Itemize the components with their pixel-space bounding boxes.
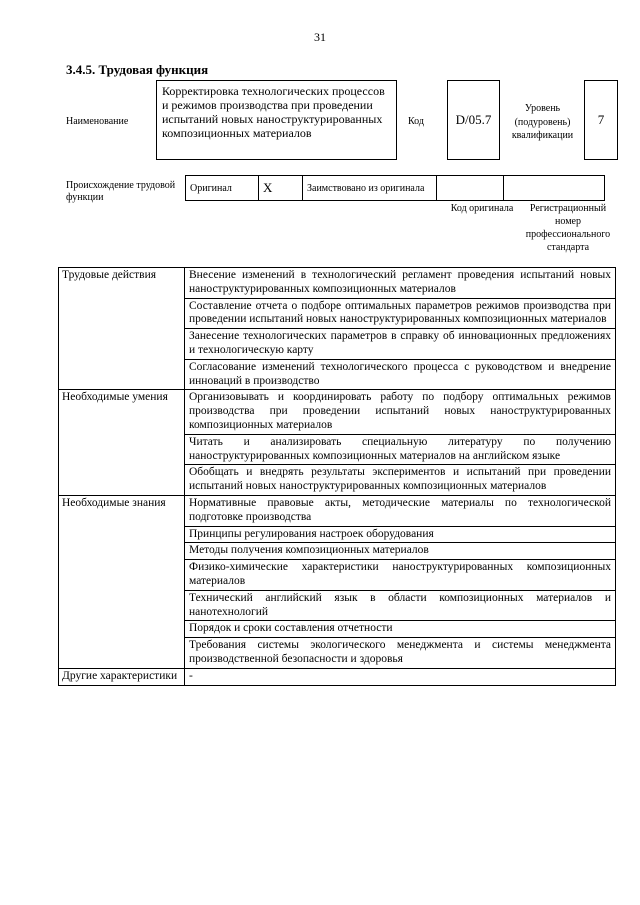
category-cell: Необходимые знания <box>59 495 185 668</box>
table-row <box>59 495 616 526</box>
table-row <box>59 390 616 434</box>
code-value-box: D/05.7 <box>447 80 500 160</box>
section-title: 3.4.5. Трудовая функция <box>66 62 209 77</box>
origin-label: Происхождение трудовой функции <box>66 180 176 203</box>
original-label: Оригинал <box>186 176 259 201</box>
item-cell: Составление отчета о подборе оптимальных параметров режимов производства при проведении испытаний новых наноструктурированных композиционных материалов <box>185 298 616 329</box>
level-label: Уровень (подуровень) квалификации <box>511 103 574 141</box>
item-cell: Обобщать и внедрять результаты экспериментов и испытаний при проведении испытаний новых наноструктурированных композиционных материалов <box>185 465 616 496</box>
name-label: Наименование <box>66 116 129 127</box>
item-cell: Принципы регулирования настроек оборудования <box>185 526 616 543</box>
item-cell: Читать и анализировать специальную литературу по получению наноструктурированных композиционных материалов на английском языке <box>185 434 616 465</box>
item-cell: Занесение технологических параметров в справку об инновационных предложениях и технологическую карту <box>185 329 616 360</box>
code-original-cell <box>437 176 504 201</box>
origin-table <box>185 175 605 201</box>
table-row <box>59 268 616 299</box>
table-row <box>59 668 616 685</box>
item-cell: Согласование изменений технологического процесса с руководством и внедрение инноваций в производство <box>185 359 616 390</box>
item-cell: Организовывать и координировать работу по подбору оптимальных режимов производства при проведении испытаний новых наноструктурированных композиционных материалов <box>185 390 616 434</box>
name-value-box: Корректировка технологических процессов и режимов производства при проведении испытаний новых наноструктурированных композиционных материалов <box>156 80 397 160</box>
item-cell: Требования системы экологического менеджмента и системы менеджмента производственной безопасности и здоровья <box>185 638 616 669</box>
category-cell: Трудовые действия <box>59 268 185 390</box>
borrowed-label: Заимствовано из оригинала <box>303 176 437 201</box>
item-cell: Физико-химические характеристики наноструктурированных композиционных материалов <box>185 560 616 591</box>
page-number: 31 <box>314 30 326 44</box>
item-cell: Технический английский язык в области композиционных материалов и нанотехнологий <box>185 590 616 621</box>
function-table <box>58 267 616 686</box>
code-original-caption: Код оригинала <box>450 203 514 214</box>
category-cell: Необходимые умения <box>59 390 185 496</box>
reg-number-caption: Регистрационный номер профессионального стандарта <box>525 203 611 253</box>
level-value-box: 7 <box>584 80 618 160</box>
item-cell: Внесение изменений в технологический регламент проведения испытаний новых наноструктурированных композиционных материалов <box>185 268 616 299</box>
item-cell: Порядок и сроки составления отчетности <box>185 621 616 638</box>
original-mark: X <box>259 176 303 201</box>
item-cell: Нормативные правовые акты, методические материалы по технологической подготовке производства <box>185 495 616 526</box>
item-cell: - <box>185 668 616 685</box>
category-cell: Другие характеристики <box>59 668 185 685</box>
reg-number-cell <box>504 176 605 201</box>
code-label: Код <box>408 116 424 127</box>
item-cell: Методы получения композиционных материалов <box>185 543 616 560</box>
